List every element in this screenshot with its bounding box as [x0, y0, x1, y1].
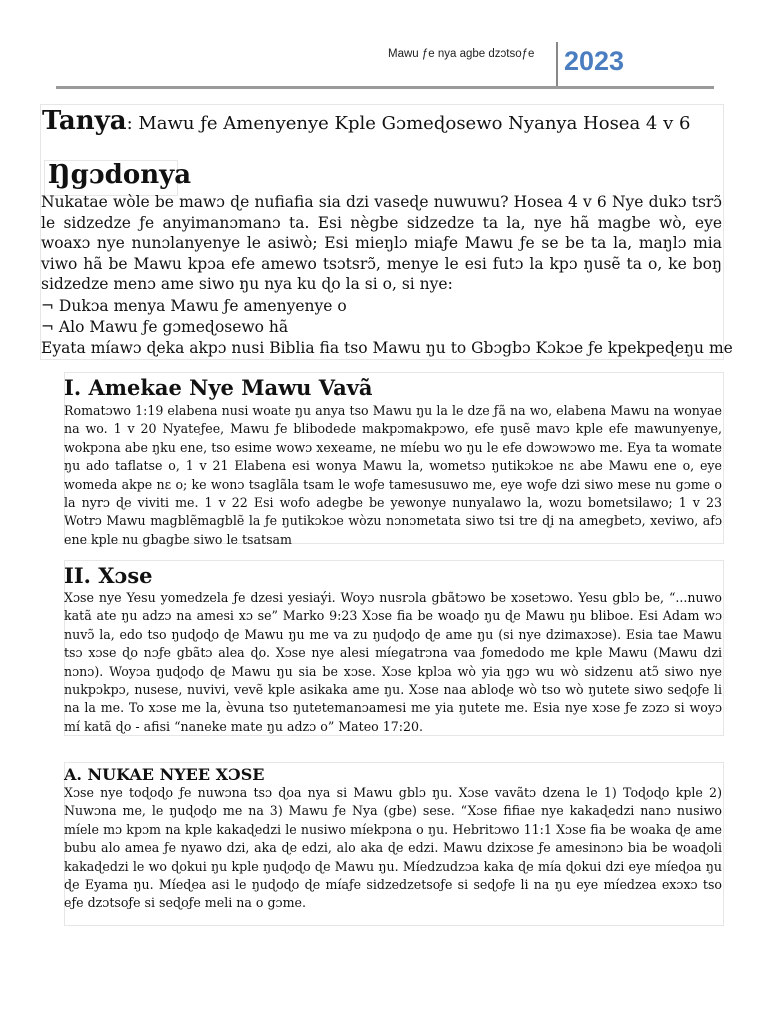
- section1-heading: I. Amekae Nye Mawu Vavã: [64, 375, 373, 400]
- header-year: 2023: [564, 46, 625, 76]
- section1-paragraph: Romatɔwo 1:19 elabena nusi woate ŋu anya tso Mawu ŋu la le dze ƒã na wo, elabena Mawu na wonyae na wo. 1 v 20 Nyateƒee, Mawu ƒe blibodede makpɔmakpɔwo, efe ŋusẽ mavɔ kple efe mawunyenye, wokpɔna abe ŋku ene, tso esime wowɔ xexeame, ne míebu wo ŋu le efe dɔwɔwɔwo me. Eya ta womate ŋu ado taflatse o, 1 v 21 Elabena esi wonya Mawu la, wometsɔ ŋutikɔkɔe nɛ abe Mawu ene o, eye womeda akpe nɛ o; ke wonɔ tsaglãla tsam le woƒe tamesusuwo me, eye woƒe dzi siwo mese nu gɔme o la nyrɔ ɖe viviti me. 1 v 22 Esi wofo adegbe be yewonye nunyalawo la, wozu bometsilawo; 1 v 23 Wotrɔ Mawu magblẽmagblẽ la ƒe ŋutikɔkɔe wòzu nɔnɔmetata siwo tsi tre ɖi na amegbetɔ, xeviwo, afɔ ene kple nu gbagbe siwo le tsatsam: [64, 403, 722, 547]
- sectionA-heading: A. NUKAE NYEE XƆSE: [64, 765, 265, 784]
- intro-heading: Ŋgɔdonya: [48, 160, 192, 190]
- page-title: [42, 106, 690, 136]
- header-rule: [56, 86, 714, 89]
- section2-paragraph: Xɔse nye Yesu yomedzela ƒe dzesi yesiaýi. Woyɔ nusrɔla gbãtɔwo be xɔsetɔwo. Yesu gblɔ be, “...nuwo katã ate ŋu adzɔ na amesi xɔ se” Marko 9:23 Xɔse fia be woaɖo ŋu ɖe Mawu ŋu bliboe. Esi Adam wɔ nuvɔ̃ la, edo tso ŋuɖoɖo ɖe Mawu ŋu me va zu ŋuɖoɖo ɖe ame ŋu (si nye dzimaxɔse). Esia tae Mawu tsɔ xɔse ɖo nɔƒe gbãtɔ alea ɖo. Xɔse nye alesi míegatrɔna vaa ƒomedodo me kple Mawu (Mawu dzi nɔnɔ). Woyɔa ŋuɖoɖo ɖe Mawu ŋu sia be xɔse. Xɔse kplɔa wò yia ŋgɔ wu wò sidzenu atɔ̃ siwo nye nukpɔkpɔ, nusese, nuvivi, vevẽ kple asikaka ame ŋu. Xɔse naa abloɖe wò tso wò ŋutete siwo seɖoƒe li na la me. To xɔse me la, èvuna tso ŋutetemanɔamesi me yia ŋutete me. Esia nye xɔse ƒe zɔzɔ si woyɔ mí katã ɖo - afisi “naneke mate ŋu adzɔ o” Mateo 17:20.: [64, 590, 722, 734]
- header-divider: [556, 42, 558, 88]
- header-text: Mawu ƒe nya agbe dzɔtsoƒe: [388, 48, 535, 60]
- intro-point-2: ¬ Alo Mawu ƒe gɔmeɖosewo hã: [41, 318, 289, 336]
- section2-heading: II. Xɔse: [64, 563, 153, 588]
- intro-closing: Eyata míawɔ ɖeka akpɔ nusi Biblia fia tso Mawu ŋu to Gbɔgbɔ Kɔkɔe ƒe kpekpeɖeŋu me: [41, 339, 733, 357]
- intro-point-1: ¬ Dukɔa menya Mawu ƒe amenyenye o: [41, 297, 347, 315]
- sectionA-paragraph: Xɔse nye toɖoɖo ƒe nuwɔna tsɔ ɖoa nya si Mawu gblɔ ŋu. Xɔse vavãtɔ dzena le 1) Toɖoɖo kple 2) Nuwɔna me, le ŋuɖoɖo me na 3) Mawu ƒe Nya (gbe) sese. “Xɔse fifiae nye kakaɖedzi nanɔ nusiwo míele mɔ kpɔm na kple kakaɖedzi le nusiwo míekpɔna o ŋu. Hebritɔwo 11:1 Xɔse fia be woaka ɖe ame bubu alo amea ƒe nyawo dzi, aka ɖe edzi, alo aka ɖe edzi. Mawu dzixɔse ƒe amesinɔnɔ bia be woaɖoli kakaɖedzi le wo ɖokui ŋu kple ŋuɖoɖo ɖe Mawu ŋu. Míedzudzɔa kaka ɖe mía ɖokui dzi eye míeɖoa ŋu ɖe Eyama ŋu. Míeɖea asi le ŋuɖoɖo ɖe míaƒe sidzedzetsoƒe si seɖoƒe li na ŋu eye míedzea exɔxɔ tso eƒe dzɔtsoƒe si seɖoƒe meli na o gɔme.: [64, 785, 722, 911]
- intro-paragraph: Nukatae wòle be mawɔ ɖe nufiafia sia dzi vaseɖe nuwuwu? Hosea 4 v 6 Nye dukɔ tsrɔ̃ le sidzedze ƒe anyimanɔmanɔ ta. Esi nègbe sidzedze ta la, nye hã magbe wò, eye woaxɔ nye nunɔlanyenye le asiwò; Esi mieŋlɔ miaƒe Mawu ƒe se be ta la, maŋlɔ mia viwo hã be Mawu kpɔa efe amewo tsɔtsrɔ̃, menye le esi futɔ la kpɔ ŋusẽ ta o, ke boŋ sidzedze menɔ ame siwo ŋu nya ku ɖo la si o, si nye:: [41, 193, 722, 294]
- title-rest: : Mawu ƒe Amenyenye Kple Gɔmeɖosewo Nyanya Hosea 4 v 6: [126, 113, 691, 134]
- title-lead: Tanya: [42, 106, 127, 136]
